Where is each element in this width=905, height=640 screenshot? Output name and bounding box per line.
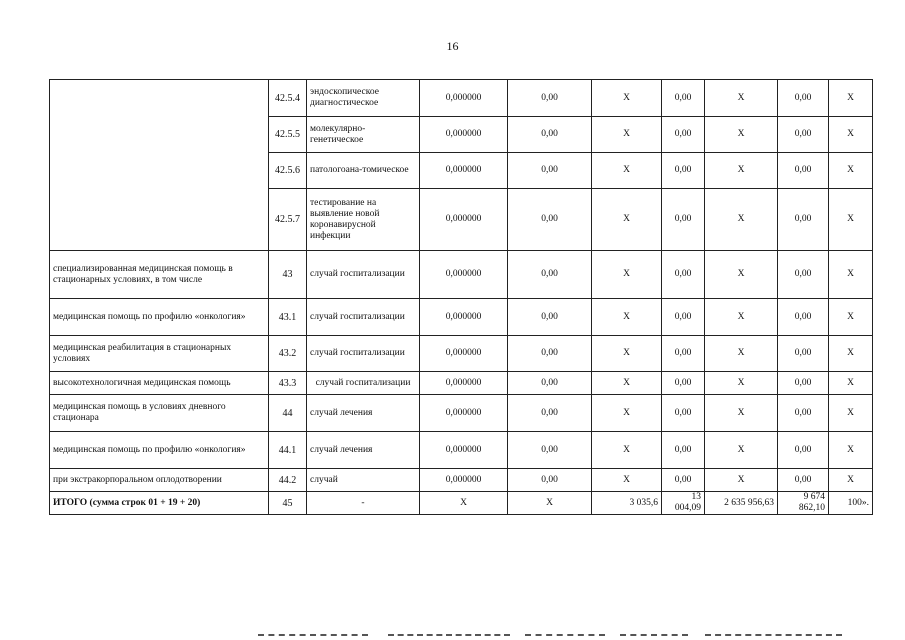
row-unit: случай xyxy=(307,469,420,492)
row-value-7: Х xyxy=(829,469,873,492)
row-value-2: 0,00 xyxy=(508,432,592,469)
row-value-2: 0,00 xyxy=(508,395,592,432)
total-value-7: 100». xyxy=(829,492,873,515)
row-name: при экстракорпоральном оплодотворении xyxy=(50,469,269,492)
row-value-6: 0,00 xyxy=(778,372,829,395)
table-row xyxy=(50,432,873,469)
row-code: 42.5.5 xyxy=(269,117,307,153)
row-unit: эндоскопическое диагностическое xyxy=(307,80,420,117)
row-value-4: 0,00 xyxy=(662,372,705,395)
row-value-6: 0,00 xyxy=(778,80,829,117)
row-name: медицинская помощь по профилю «онкология» xyxy=(50,432,269,469)
row-value-3: Х xyxy=(592,153,662,189)
row-value-3: Х xyxy=(592,372,662,395)
row-value-3: Х xyxy=(592,189,662,251)
row-value-3: Х xyxy=(592,80,662,117)
table-row xyxy=(50,372,873,395)
footer-line xyxy=(620,634,688,636)
row-value-5: Х xyxy=(705,469,778,492)
total-value-1: Х xyxy=(420,492,508,515)
row-value-6: 0,00 xyxy=(778,153,829,189)
row-value-4: 0,00 xyxy=(662,395,705,432)
row-code: 42.5.7 xyxy=(269,189,307,251)
row-value-2: 0,00 xyxy=(508,251,592,299)
row-unit: молекулярно-генетическое xyxy=(307,117,420,153)
row-value-1: 0,000000 xyxy=(420,80,508,117)
total-value-6: 9 674 862,10 xyxy=(778,492,829,515)
table-row xyxy=(50,299,873,336)
row-value-3: Х xyxy=(592,395,662,432)
row-value-7: Х xyxy=(829,395,873,432)
row-value-4: 0,00 xyxy=(662,117,705,153)
row-value-7: Х xyxy=(829,251,873,299)
row-unit: тестирование на выявление новой коронавирусной инфекции xyxy=(307,189,420,251)
row-unit: случай госпитализации xyxy=(307,299,420,336)
row-value-3: Х xyxy=(592,336,662,372)
row-value-4: 0,00 xyxy=(662,299,705,336)
row-value-6: 0,00 xyxy=(778,432,829,469)
row-unit: патологоана-томическое xyxy=(307,153,420,189)
row-value-1: 0,000000 xyxy=(420,117,508,153)
row-value-2: 0,00 xyxy=(508,80,592,117)
table-row xyxy=(50,251,873,299)
row-value-4: 0,00 xyxy=(662,80,705,117)
row-unit: случай госпитализации xyxy=(307,336,420,372)
table-row xyxy=(50,395,873,432)
row-value-1: 0,000000 xyxy=(420,189,508,251)
row-value-5: Х xyxy=(705,189,778,251)
row-code: 43.1 xyxy=(269,299,307,336)
total-value-3: 3 035,6 xyxy=(592,492,662,515)
row-code: 43.3 xyxy=(269,372,307,395)
row-value-4: 0,00 xyxy=(662,432,705,469)
row-value-7: Х xyxy=(829,117,873,153)
total-value-4: 13 004,09 xyxy=(662,492,705,515)
row-value-7: Х xyxy=(829,336,873,372)
row-code: 42.5.4 xyxy=(269,80,307,117)
row-value-5: Х xyxy=(705,117,778,153)
row-value-6: 0,00 xyxy=(778,299,829,336)
row-unit: случай лечения xyxy=(307,395,420,432)
row-value-3: Х xyxy=(592,432,662,469)
row-value-1: 0,000000 xyxy=(420,299,508,336)
table-row xyxy=(50,80,873,117)
row-value-4: 0,00 xyxy=(662,469,705,492)
row-value-7: Х xyxy=(829,80,873,117)
row-code: 44.2 xyxy=(269,469,307,492)
footer-line xyxy=(525,634,605,636)
row-value-1: 0,000000 xyxy=(420,432,508,469)
row-value-7: Х xyxy=(829,299,873,336)
total-row xyxy=(50,492,873,515)
row-value-4: 0,00 xyxy=(662,189,705,251)
row-value-3: Х xyxy=(592,117,662,153)
row-value-5: Х xyxy=(705,299,778,336)
row-value-4: 0,00 xyxy=(662,153,705,189)
row-value-6: 0,00 xyxy=(778,469,829,492)
row-value-4: 0,00 xyxy=(662,251,705,299)
row-code: 44.1 xyxy=(269,432,307,469)
row-value-4: 0,00 xyxy=(662,336,705,372)
financing-table xyxy=(49,79,873,515)
row-value-2: 0,00 xyxy=(508,372,592,395)
row-value-2: 0,00 xyxy=(508,469,592,492)
table-row xyxy=(50,469,873,492)
row-name: высокотехнологичная медицинская помощь xyxy=(50,372,269,395)
row-code: 42.5.6 xyxy=(269,153,307,189)
row-value-5: Х xyxy=(705,432,778,469)
row-value-5: Х xyxy=(705,372,778,395)
row-value-1: 0,000000 xyxy=(420,469,508,492)
total-label: ИТОГО (сумма строк 01 + 19 + 20) xyxy=(50,492,269,515)
row-name: специализированная медицинская помощь в стационарных условиях, в том числе xyxy=(50,251,269,299)
row-value-5: Х xyxy=(705,251,778,299)
row-name: медицинская помощь по профилю «онкология» xyxy=(50,299,269,336)
row-value-6: 0,00 xyxy=(778,395,829,432)
row-unit: случай госпитализации xyxy=(307,372,420,395)
row-code: 44 xyxy=(269,395,307,432)
row-value-2: 0,00 xyxy=(508,336,592,372)
row-name-cell xyxy=(50,80,269,251)
row-value-3: Х xyxy=(592,251,662,299)
row-value-7: Х xyxy=(829,189,873,251)
row-value-3: Х xyxy=(592,469,662,492)
row-unit: случай госпитализации xyxy=(307,251,420,299)
row-value-3: Х xyxy=(592,299,662,336)
page-number: 16 xyxy=(446,39,459,53)
row-code: 43 xyxy=(269,251,307,299)
row-value-7: Х xyxy=(829,432,873,469)
row-value-1: 0,000000 xyxy=(420,251,508,299)
footer-line xyxy=(705,634,842,636)
row-name: медицинская помощь в условиях дневного стационара xyxy=(50,395,269,432)
total-code: 45 xyxy=(269,492,307,515)
row-value-5: Х xyxy=(705,395,778,432)
row-value-6: 0,00 xyxy=(778,251,829,299)
row-value-1: 0,000000 xyxy=(420,372,508,395)
row-value-1: 0,000000 xyxy=(420,395,508,432)
footer-line xyxy=(388,634,510,636)
row-value-7: Х xyxy=(829,153,873,189)
row-value-5: Х xyxy=(705,153,778,189)
row-value-6: 0,00 xyxy=(778,189,829,251)
total-value-2: Х xyxy=(508,492,592,515)
footer-line xyxy=(258,634,368,636)
row-value-6: 0,00 xyxy=(778,117,829,153)
row-value-2: 0,00 xyxy=(508,153,592,189)
row-value-1: 0,000000 xyxy=(420,153,508,189)
row-value-1: 0,000000 xyxy=(420,336,508,372)
row-value-7: Х xyxy=(829,372,873,395)
row-value-2: 0,00 xyxy=(508,117,592,153)
total-value-5: 2 635 956,63 xyxy=(705,492,778,515)
row-unit: случай лечения xyxy=(307,432,420,469)
total-unit: - xyxy=(307,492,420,515)
row-value-5: Х xyxy=(705,80,778,117)
table-row xyxy=(50,336,873,372)
row-value-2: 0,00 xyxy=(508,189,592,251)
row-value-2: 0,00 xyxy=(508,299,592,336)
row-name: медицинская реабилитация в стационарных условиях xyxy=(50,336,269,372)
row-code: 43.2 xyxy=(269,336,307,372)
row-value-6: 0,00 xyxy=(778,336,829,372)
row-value-5: Х xyxy=(705,336,778,372)
